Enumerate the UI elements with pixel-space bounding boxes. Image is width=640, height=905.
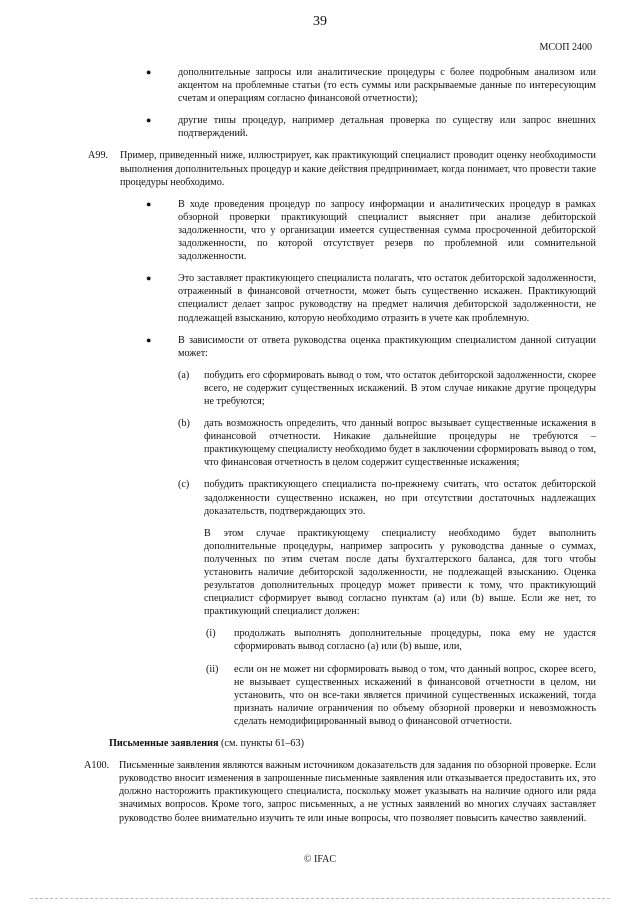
page-number: 39: [313, 14, 327, 29]
paragraph-number: A100.: [84, 760, 110, 772]
section-title: Письменные заявления: [109, 738, 219, 750]
bottom-divider: [30, 898, 610, 899]
section-heading: [109, 737, 596, 750]
option-marker: (c): [178, 479, 190, 491]
document-code: МСОП 2400: [539, 42, 592, 53]
paragraph-number: A99.: [88, 150, 109, 162]
sub-option-ii: (ii) если он не может ни сформировать вывод о том, что данный вопрос, скорее всего, не вызывает существенных искажений в финансовой отчетности в целом, ни установить, что он все-таки является причиной существенных искажений, тогда признать наличие ограничения по объему обзорной проверки и невозможность сделать немодифицированный вывод о финансовой отчетности.: [206, 663, 596, 727]
option-c-followup: В этом случае практикующему специалисту необходимо будет выполнить дополнительные процедуры, например запросить у руководства данные о суммах, полученных по этим счетам после даты бухгалтерского баланса, для того чтобы установить наличие дебиторской задолженности, не подлежащей взысканию. Оценка результатов дополнительных процедур может привести к тому, что практикующий специалист сформирует вывод согласно пунктам (a) или (b) выше. Если же нет, то практикующий специалист должен:: [204, 527, 596, 618]
list-item: ● дополнительные запросы или аналитические процедуры с более подробным анализом или акцентом на проблемные статьи (то есть суммы или раскрываемые данные по интересующим счетам и операциям согласно финансовой отчетности);: [146, 67, 596, 105]
list-item: ● В ходе проведения процедур по запросу информации и аналитических процедур в рамках обзорной проверки практикующий специалист выясняет при анализе дебиторской задолженности, что у организации имеется существенная сумма просроченной дебиторской задолженности, по которой отсутствует резерв по проблемной или сомнительной задолженности.: [146, 198, 596, 263]
section-ref: (см. пункты 61–63): [218, 738, 305, 750]
option-marker: (ii): [206, 663, 219, 675]
bullet-icon: ●: [146, 198, 152, 209]
page-content: [84, 66, 596, 825]
bullet-icon: ●: [146, 273, 152, 284]
bullet-icon: ●: [146, 67, 152, 77]
footer-copyright: © IFAC: [303, 854, 337, 865]
bullet-icon: ●: [146, 115, 152, 126]
option-marker: (a): [178, 369, 190, 381]
list-item: ● В зависимости от ответа руководства оценка практикующим специалистом данной ситуации может:: [146, 334, 596, 359]
option-a: (a) побудить его сформировать вывод о том, что остаток дебиторской задолженности, скорее всего, не содержит существенных искажений. В этом случае никакие другие процедуры не требуются;: [178, 369, 596, 407]
list-item: ● другие типы процедур, например детальная проверка по существу или запрос внешних подтверждений.: [146, 115, 596, 140]
option-c: (c) побудить практикующего специалиста по-прежнему считать, что остаток дебиторской задолженности существенно искажен, но при отсутствии достаточных надлежащих доказательств, подтверждающих это.: [178, 479, 596, 517]
option-marker: (i): [206, 628, 216, 640]
list-item: ● Это заставляет практикующего специалиста полагать, что остаток дебиторской задолженности, отраженный в финансовой отчетности, может быть существенно искажен. Практикующий специалист делает запрос руководству на предмет наличия дебиторской задолженности, не подлежащей взысканию, которую необходимо отразить в учете как проблемную.: [146, 273, 596, 324]
paragraph-a99: A99. Пример, приведенный ниже, иллюстрирует, как практикующий специалист проводит оценку необходимости выполнения дополнительных процедур и какие действия предпринимает, когда понимает, что провести такие процедуры необходимо.: [88, 150, 596, 188]
option-b: (b) дать возможность определить, что данный вопрос вызывает существенные искажения в финансовой отчетности. Никакие дальнейшие процедуры не требуются – практикующему специалисту необходимо будет в заключении сформировать вывод о том, что финансовая отчетность в целом содержит существенные искажения;: [178, 418, 596, 469]
sub-option-i: (i) продолжать выполнять дополнительные процедуры, пока ему не удастся сформировать вывод согласно (a) или (b) выше, или,: [206, 628, 596, 653]
paragraph-a100: A100. Письменные заявления являются важным источником доказательств для задания по обзорной проверке. Если руководство вносит изменения в запрошенные письменные заявления или отказывается предоставить их, это должно насторожить практикующего специалиста, поскольку может указывать на наличие одного или ряда значимых вопросов. Кроме того, запрос письменных, а не устных заявлений во многих случаях заставляет руководство более внимательно изучить те или иные вопросы, что позволяет повысить качество заявлений.: [84, 760, 596, 824]
option-marker: (b): [178, 418, 190, 430]
bullet-icon: ●: [146, 334, 152, 345]
